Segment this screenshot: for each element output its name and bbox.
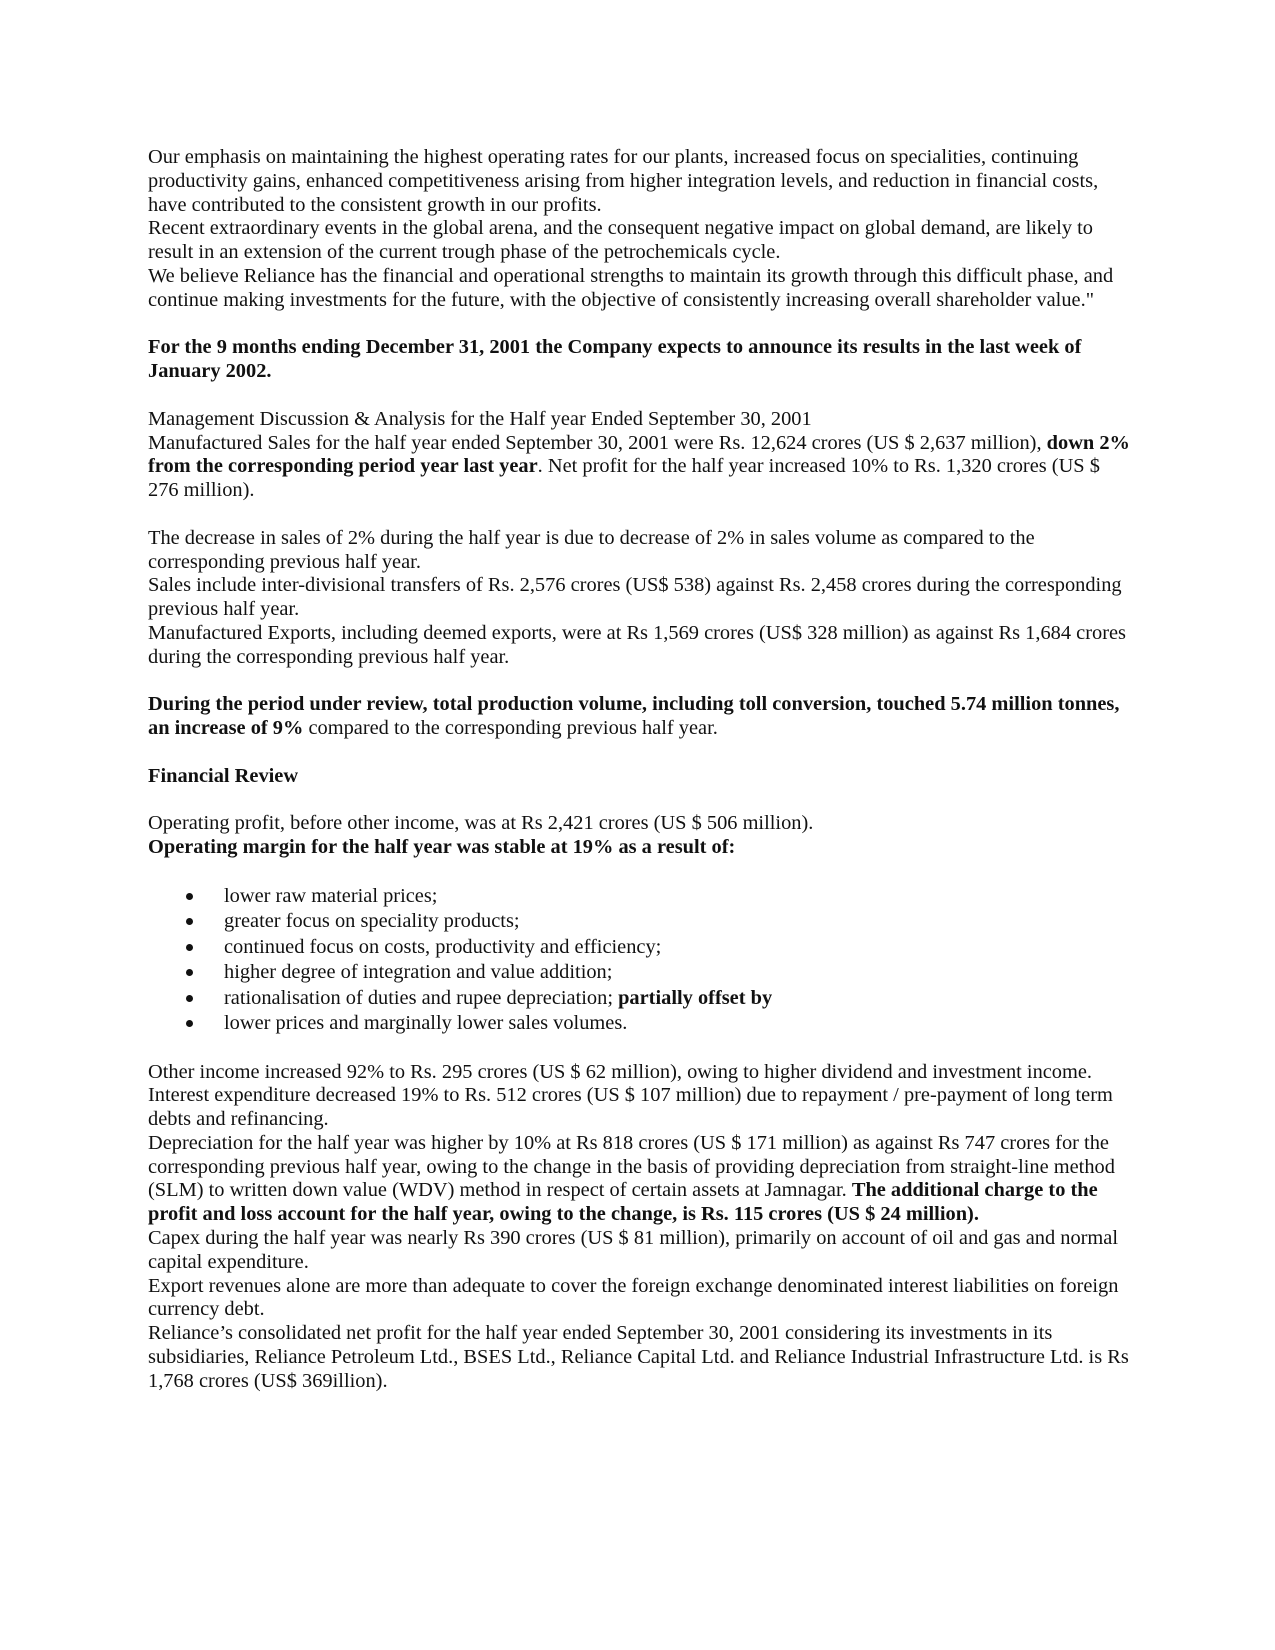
list-item-text: lower raw material prices; xyxy=(224,884,438,907)
intro-paragraph-2: Recent extraordinary events in the global arena, and the consequent negative impact on global demand, are likely to result in an extension of the current trough phase of the petrochemicals cycle. xyxy=(148,217,1093,264)
list-item-text: lower prices and marginally lower sales volumes. xyxy=(224,1012,628,1035)
manufactured-exports-paragraph: Manufactured Exports, including deemed exports, were at Rs 1,569 crores (US$ 328 million) as against Rs 1,684 crores during the corresponding previous half year. xyxy=(148,621,1126,668)
depreciation-bold-text: The additional charge to the profit and loss account for the half year, owing to the change, is Rs. 115 crores (US $ 24 million). xyxy=(148,1179,1098,1226)
sales-text-bold: down 2% from the corresponding period year last year xyxy=(148,431,1130,478)
list-item xyxy=(148,960,1130,986)
results-announcement xyxy=(148,336,1130,384)
spacer xyxy=(148,313,1130,337)
other-income-paragraph: Other income increased 92% to Rs. 295 crores (US $ 62 million), owing to higher dividend and investment income. xyxy=(148,1060,1093,1083)
sales-text-b: . Net profit for the half year increased 10% to Rs. 1,320 crores (US $ 276 million). xyxy=(148,455,1100,502)
spacer xyxy=(148,670,1130,694)
operating-margin-text: Operating margin for the half year was stable at 19% as a result of: xyxy=(148,836,736,859)
bullet-icon xyxy=(186,995,193,1002)
interest-paragraph: Interest expenditure decreased 19% to Rs. 512 crores (US $ 107 million) due to repayment / pre-payment of long term debts and refinancing. xyxy=(148,1084,1113,1131)
spacer xyxy=(148,1037,1130,1061)
list-item xyxy=(148,935,1130,961)
results-announcement-text: For the 9 months ending December 31, 2001 the Company expects to announce its results in the last week of January 2002. xyxy=(148,336,1082,383)
bullet-icon xyxy=(186,893,193,900)
document-page xyxy=(148,146,1130,1394)
production-volume-paragraph xyxy=(148,693,1130,741)
intro-paragraph-3: We believe Reliance has the financial and operational strengths to maintain its growth through this difficult phase, and continue making investments for the future, with the objective of consistently increasing overall shareholder value." xyxy=(148,264,1114,311)
list-item-text: greater focus on speciality products; xyxy=(224,910,520,933)
spacer xyxy=(148,860,1130,884)
list-item xyxy=(148,1011,1130,1037)
bullet-icon xyxy=(186,1020,193,1027)
depreciation-text: Depreciation for the half year was higher by 10% at Rs 818 crores (US $ 171 million) as against Rs 747 crores for the corresponding previous half year, owing to the change in the basis of providing depreciation from straight-line method (SLM) to written down value (WDV) method in respect of certain assets at Jamnagar. xyxy=(148,1131,1115,1202)
financial-review-heading-text: Financial Review xyxy=(148,764,299,787)
list-item-text: rationalisation of duties and rupee depreciation; xyxy=(224,986,619,1009)
margin-factors-list xyxy=(148,884,1130,1037)
sales-decrease-paragraph: The decrease in sales of 2% during the half year is due to decrease of 2% in sales volume as compared to the corresponding previous half year. xyxy=(148,526,1035,573)
list-item xyxy=(148,986,1130,1012)
spacer xyxy=(148,384,1130,408)
mda-heading: Management Discussion & Analysis for the Half year Ended September 30, 2001 xyxy=(148,407,812,430)
bullet-icon xyxy=(186,918,193,925)
intro-paragraph-1: Our emphasis on maintaining the highest operating rates for our plants, increased focus on specialities, continuing productivity gains, enhanced competitiveness arising from higher integration levels, and reduction in financial costs, have contributed to the consistent growth in our profits. xyxy=(148,146,1099,216)
sales-text-a: Manufactured Sales for the half year ended September 30, 2001 were Rs. 12,624 crores (US $ 2,637 million), xyxy=(148,431,1047,454)
financial-review-heading xyxy=(148,765,1130,789)
list-item xyxy=(148,909,1130,935)
depreciation-paragraph xyxy=(148,1132,1130,1227)
manufactured-sales-paragraph xyxy=(148,432,1130,503)
list-item-text: continued focus on costs, productivity and efficiency; xyxy=(224,935,662,958)
bullet-icon xyxy=(186,969,193,976)
production-bold-text: During the period under review, total production volume, including toll conversion, touched 5.74 million tonnes, an increase of 9% xyxy=(148,693,1120,740)
list-item-text: higher degree of integration and value addition; xyxy=(224,961,613,984)
spacer xyxy=(148,503,1130,527)
capex-paragraph: Capex during the half year was nearly Rs 390 crores (US $ 81 million), primarily on account of oil and gas and normal capital expenditure. xyxy=(148,1227,1119,1273)
list-item xyxy=(148,884,1130,910)
spacer xyxy=(148,741,1130,765)
list-item-bold-text: partially offset by xyxy=(618,986,773,1009)
inter-divisional-transfers-paragraph: Sales include inter-divisional transfers of Rs. 2,576 crores (US$ 538) against Rs. 2,458 crores during the corresponding previous half year. xyxy=(148,574,1122,621)
production-rest-text: compared to the corresponding previous half year. xyxy=(303,717,718,740)
operating-profit-paragraph: Operating profit, before other income, was at Rs 2,421 crores (US $ 506 million). xyxy=(148,812,814,835)
bullet-icon xyxy=(186,944,193,951)
consolidated-profit-paragraph: Reliance’s consolidated net profit for the half year ended September 30, 2001 considering its investments in its subsidiaries, Reliance Petroleum Ltd., BSES Ltd., Reliance Capital Ltd. and Reliance Industrial Infrastructure Ltd. is Rs 1,768 crores (US$ 369illion). xyxy=(148,1322,1129,1392)
operating-margin-paragraph xyxy=(148,836,1130,860)
spacer xyxy=(148,789,1130,813)
export-revenues-paragraph: Export revenues alone are more than adequate to cover the foreign exchange denominated interest liabilities on foreign currency debt. xyxy=(148,1274,1119,1321)
